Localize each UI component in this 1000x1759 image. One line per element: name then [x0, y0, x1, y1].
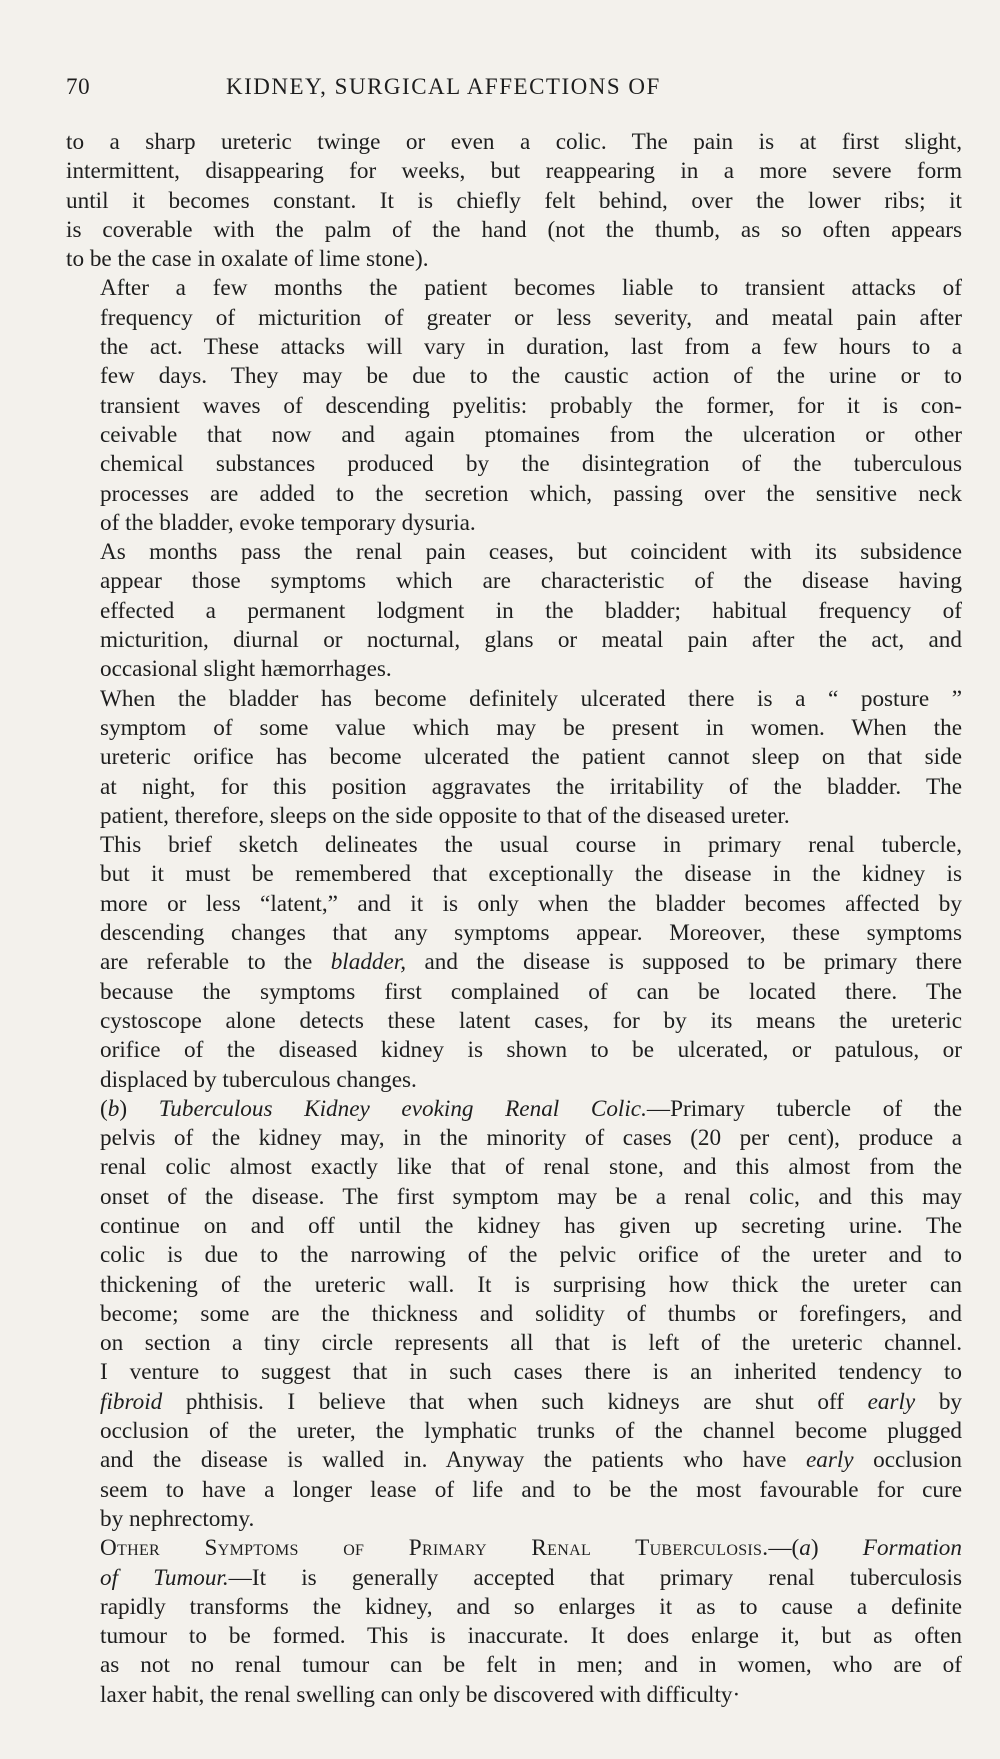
text-line: descending changes that any symptoms appear. Moreover, these symptoms — [100, 920, 962, 947]
paragraph — [66, 685, 962, 831]
text-line: (b) Tuberculous Kidney evoking Renal Colic.—Primary tubercle of the — [100, 1095, 962, 1122]
text-line: continue on and off until the kidney has given up secreting urine. The — [100, 1212, 962, 1239]
running-title: KIDNEY, SURGICAL AFFECTIONS OF — [226, 74, 661, 99]
paragraph — [66, 274, 962, 538]
text-line: ceivable that now and again ptomaines from the ulceration or other — [100, 421, 962, 448]
text-line: micturition, diurnal or nocturnal, glans or meatal pain after the act, and — [100, 627, 962, 654]
text-line: and the disease is walled in. Anyway the patients who have early occlusion — [100, 1447, 962, 1474]
text-line: occlusion of the ureter, the lymphatic trunks of the channel become plugged — [100, 1418, 962, 1445]
text-line: transient waves of descending pyelitis: probably the former, for it is con- — [100, 392, 962, 419]
page-number: 70 — [66, 74, 91, 99]
text-line: but it must be remembered that exceptionally the disease in the kidney is — [100, 861, 962, 888]
text-line: rapidly transforms the kidney, and so enlarges it as to cause a definite — [100, 1593, 962, 1620]
text-line: as not no renal tumour can be felt in men; and in women, who are of — [100, 1652, 962, 1679]
text-line: is coverable with the palm of the hand (not the thumb, as so often appears — [66, 216, 962, 243]
text-line: Other Symptoms of Primary Renal Tuberculosis.—(a) Formation — [100, 1535, 962, 1562]
text-line: symptom of some value which may be present in women. When the — [100, 714, 962, 741]
paragraph — [66, 831, 962, 1095]
text-line: seem to have a longer lease of life and to be the most favourable for cure — [100, 1476, 962, 1503]
text-line: occasional slight hæmorrhages. — [100, 656, 392, 683]
text-line: After a few months the patient becomes liable to transient attacks of — [100, 275, 962, 302]
text-line: pelvis of the kidney may, in the minority of cases (20 per cent), produce a — [100, 1125, 962, 1152]
text-line: become; some are the thickness and solidity of thumbs or forefingers, and — [100, 1300, 962, 1327]
text-line: frequency of micturition of greater or less severity, and meatal pain after — [100, 304, 962, 331]
text-line: thickening of the ureteric wall. It is surprising how thick the ureter can — [100, 1271, 962, 1298]
text-line: the act. These attacks will vary in duration, last from a few hours to a — [100, 334, 962, 361]
text-line: because the symptoms first complained of can be located there. The — [100, 978, 962, 1005]
text-line: patient, therefore, sleeps on the side opposite to that of the diseased ureter. — [100, 802, 790, 829]
text-line: to be the case in oxalate of lime stone). — [66, 246, 429, 273]
text-line: fibroid phthisis. I believe that when such kidneys are shut off early by — [100, 1388, 963, 1415]
text-line: colic is due to the narrowing of the pelvic orifice of the ureter and to — [100, 1242, 962, 1269]
text-line: at night, for this position aggravates the irritability of the bladder. The — [100, 773, 962, 800]
text-line: to a sharp ureteric twinge or even a colic. The pain is at first slight, — [66, 129, 962, 155]
text-line: are referable to the bladder, and the disease is supposed to be primary there — [100, 949, 962, 976]
text-line: few days. They may be due to the caustic action of the urine or to — [100, 363, 962, 390]
text-line: When the bladder has become definitely ulcerated there is a “ posture ” — [100, 685, 962, 712]
paragraph — [66, 128, 962, 274]
text-line: processes are added to the secretion which, passing over the sensitive neck — [100, 480, 962, 507]
text-line: ureteric orifice has become ulcerated the patient cannot sleep on that side — [100, 744, 962, 771]
text-line: renal colic almost exactly like that of renal stone, and this almost from the — [100, 1154, 962, 1181]
text-line: chemical substances produced by the disintegration of the tuberculous — [100, 451, 962, 478]
text-line: laxer habit, the renal swelling can only be discovered with difficulty· — [100, 1681, 741, 1708]
text-line: onset of the disease. The first symptom may be a renal colic, and this may — [100, 1183, 962, 1210]
paragraph — [66, 1095, 962, 1534]
text-line: displaced by tuberculous changes. — [100, 1066, 417, 1093]
text-line: by nephrectomy. — [100, 1505, 255, 1532]
text-line: I venture to suggest that in such cases there is an inherited tendency to — [100, 1359, 962, 1386]
text-line: cystoscope alone detects these latent cases, for by its means the ureteric — [100, 1007, 962, 1034]
text-line: of the bladder, evoke temporary dysuria. — [100, 509, 476, 536]
text-line: orifice of the diseased kidney is shown to be ulcerated, or patulous, or — [100, 1037, 962, 1064]
text-line: more or less “latent,” and it is only when the bladder becomes affected by — [100, 890, 962, 917]
body-text — [66, 128, 962, 1710]
paragraph — [66, 538, 962, 684]
text-line: on section a tiny circle represents all that is left of the ureteric channel. — [100, 1330, 962, 1357]
running-header — [66, 68, 918, 108]
text-line: of Tumour.—It is generally accepted that primary renal tuberculosis — [100, 1564, 962, 1591]
text-line: As months pass the renal pain ceases, but coincident with its subsidence — [100, 539, 962, 566]
text-line: appear those symptoms which are characteristic of the disease having — [100, 568, 962, 595]
paragraph — [66, 1534, 962, 1710]
text-line: effected a permanent lodgment in the bladder; habitual frequency of — [100, 597, 962, 624]
text-line: until it becomes constant. It is chiefly felt behind, over the lower ribs; it — [66, 187, 962, 214]
text-line: intermittent, disappearing for weeks, but reappearing in a more severe form — [66, 158, 962, 185]
text-line: tumour to be formed. This is inaccurate. It does enlarge it, but as often — [100, 1623, 962, 1650]
text-line: This brief sketch delineates the usual course in primary renal tubercle, — [100, 832, 962, 859]
